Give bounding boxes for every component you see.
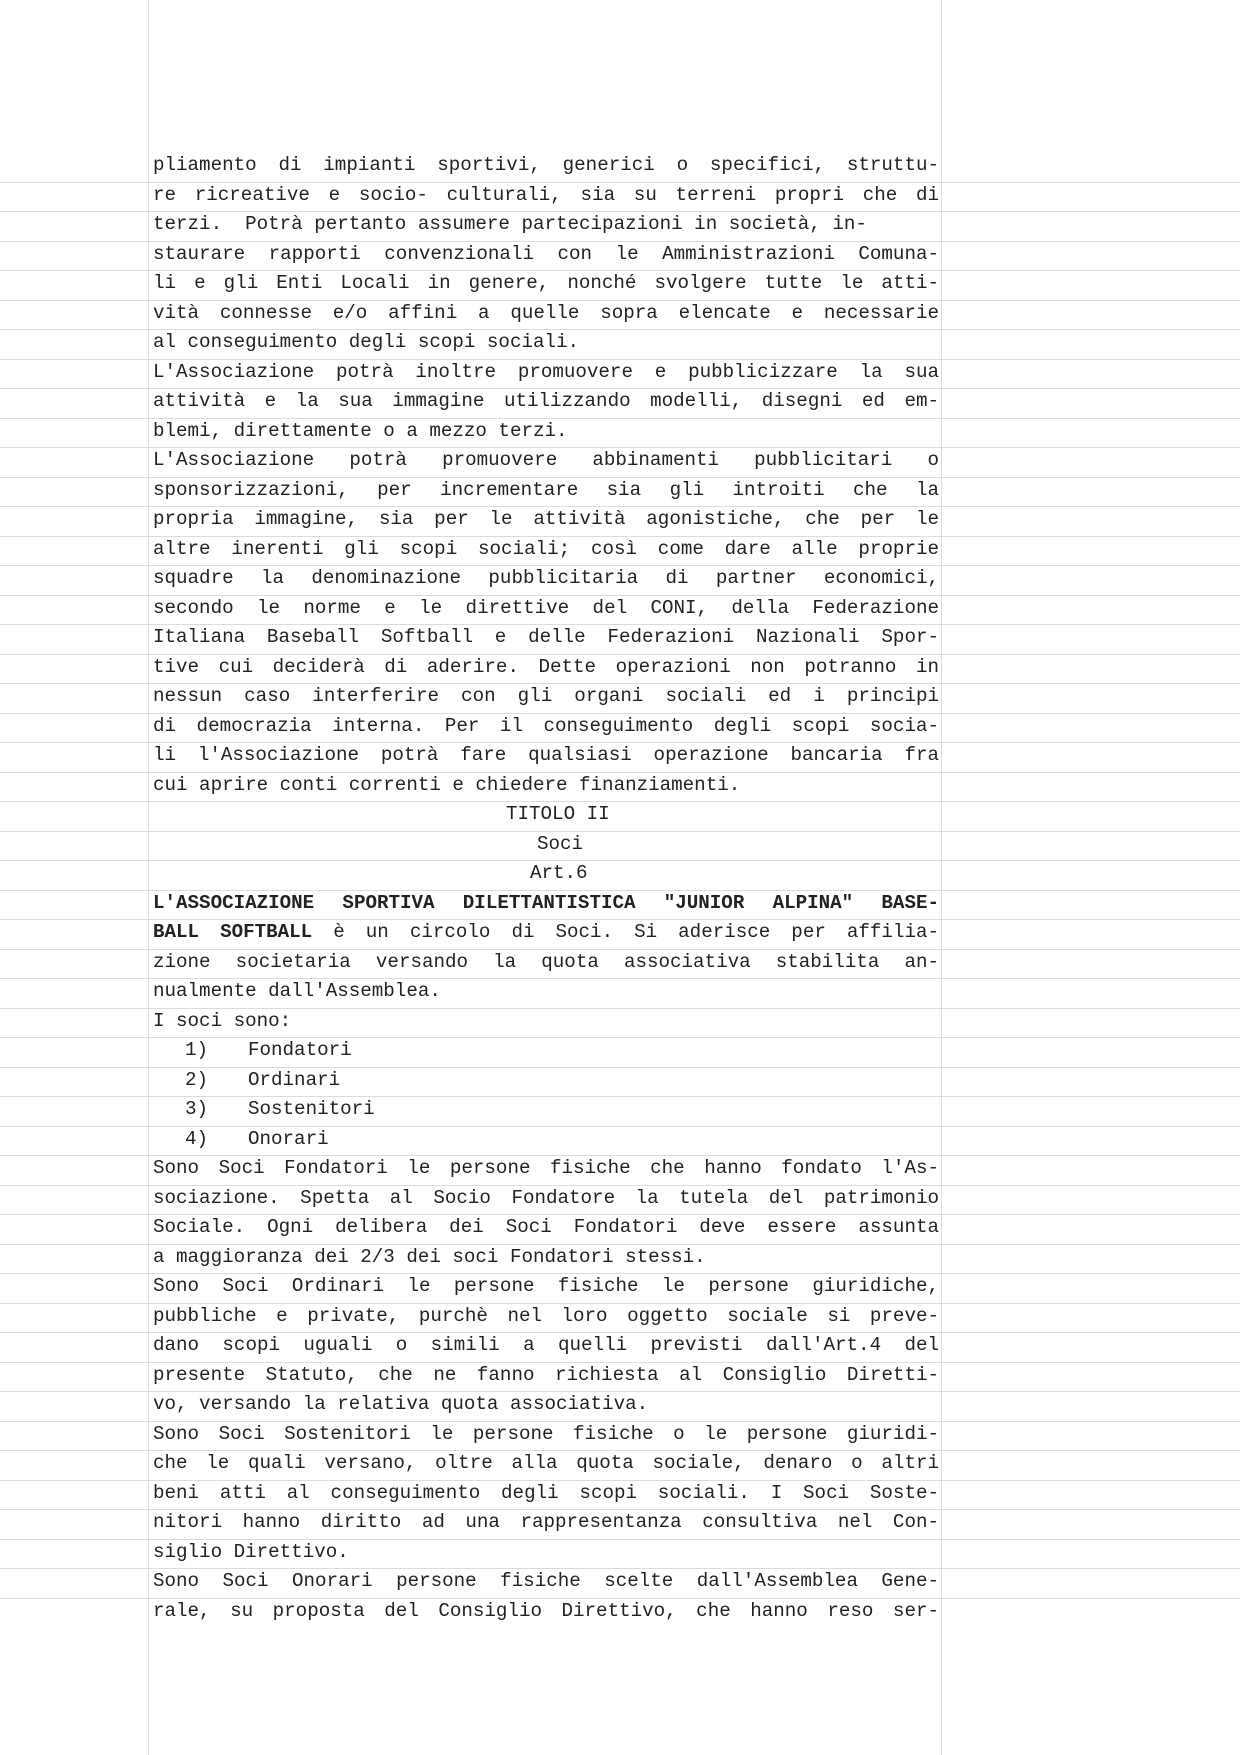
text-span: è un circolo di Soci. Si aderisce per affilia- [312,921,939,943]
list-label: Ordinari [248,1068,341,1091]
list-label: Sostenitori [248,1098,375,1120]
text-line: cui aprire conti correnti e chiedere finanziamenti. [153,773,741,796]
paragraph-fondatori [153,1154,939,1272]
text-line: blemi, direttamente o a mezzo terzi. [153,419,568,442]
text-line: squadre la denominazione pubblicitaria di partner economici, [153,567,939,589]
paragraph-sponsorship [153,446,939,800]
text-line: staurare rapporti convenzionali con le Amministrazioni Comuna- [153,242,939,265]
text-line: re ricreative e socio- culturali, sia su terreni propri che di [153,183,939,206]
text-line: che le quali versano, oltre alla quota sociale, denaro o altri [153,1452,939,1474]
section-title-text: TITOLO II [506,803,610,825]
text-line: L'Associazione potrà promuovere abbinamenti pubblicitari o [153,449,939,471]
text-line: secondo le norme e le direttive del CONI, della Federazione [153,596,939,619]
text-line: Sociale. Ogni delibera dei Soci Fondatori deve essere assunta [153,1216,939,1238]
article-6 [153,889,939,1155]
list-number: 2) [185,1068,209,1091]
paragraph-continuation [153,151,939,358]
list-item [153,1036,939,1066]
text-line [153,918,939,948]
text-line: presente Statuto, che ne fanno richiesta al Consiglio Diretti- [153,1363,939,1386]
text-line: pubbliche e private, purchè nel loro oggetto sociale si preve- [153,1304,939,1327]
document-body [153,151,939,1626]
text-line: a maggioranza dei 2/3 dei soci Fondatori stessi. [153,1245,706,1268]
right-margin-line [941,0,942,1755]
text-line: sponsorizzazioni, per incrementare sia gli introiti che la [153,478,939,501]
text-line: pliamento di impianti sportivi, generici o specifici, struttu- [153,154,939,176]
text-line: al conseguimento degli scopi sociali. [153,331,580,353]
text-line: Sono Soci Ordinari le persone fisiche le persone giuridiche, [153,1275,939,1297]
list-item [153,1125,939,1155]
text-line: vo, versando la relativa quota associativa. [153,1393,649,1415]
text-line: nitori hanno diritto ad una rappresentanza consultiva nel Con- [153,1511,939,1533]
section-subtitle-text: Soci [537,832,584,855]
list-number: 3) [185,1098,209,1120]
text-line: li e gli Enti Locali in genere, nonché svolgere tutte le atti- [153,272,939,294]
text-line: Italiana Baseball Softball e delle Federazioni Nazionali Spor- [153,626,939,648]
list-label: Onorari [248,1127,329,1150]
paragraph-sostenitori [153,1420,939,1568]
list-number: 1) [185,1039,209,1061]
text-line: propria immagine, sia per le attività agonistiche, che per le [153,508,939,530]
left-margin-line [148,0,149,1755]
text-line: attività e la sua immagine utilizzando modelli, disegni ed em- [153,390,939,412]
text-line: sociazione. Spetta al Socio Fondatore la tutela del patrimonio [153,1186,939,1209]
text-line: Sono Soci Onorari persone fisiche scelte dall'Assemblea Gene- [153,1570,939,1592]
text-line: rale, su proposta del Consiglio Direttivo, che hanno reso ser- [153,1599,939,1622]
text-line [153,889,939,919]
text-line: beni atti al conseguimento degli scopi sociali. I Soci Soste- [153,1481,939,1504]
text-line: li l'Associazione potrà fare qualsiasi operazione bancaria fra [153,744,939,766]
section-title [153,800,939,830]
paragraph-promotion [153,358,939,447]
text-line: altre inerenti gli scopi sociali; così come dare alle proprie [153,537,939,560]
article-heading [153,859,939,889]
association-name-cont: BALL SOFTBALL [153,921,313,943]
text-line: nualmente dall'Assemblea. [153,980,441,1002]
section-subtitle [153,830,939,860]
list-label: Fondatori [248,1039,352,1061]
list-number: 4) [185,1127,209,1150]
text-line: di democrazia interna. Per il conseguimento degli scopi socia- [153,714,939,737]
text-line: siglio Direttivo. [153,1540,349,1563]
text-line: tive cui deciderà di aderire. Dette operazioni non potranno in [153,655,939,678]
text-line: Sono Soci Fondatori le persone fisiche che hanno fondato l'As- [153,1157,939,1179]
list-item [153,1066,939,1096]
text-line: zione societaria versando la quota associativa stabilita an- [153,950,939,973]
text-line: Sono Soci Sostenitori le persone fisiche o le persone giuridi- [153,1422,939,1445]
members-intro: I soci sono: [153,1009,292,1032]
paragraph-onorari [153,1567,939,1626]
article-heading-text: Art.6 [530,862,588,884]
association-name: L'ASSOCIAZIONE SPORTIVA DILETTANTISTICA "JUNIOR ALPINA" BASE- [153,891,939,914]
text-line: vità connesse e/o affini a quelle sopra elencate e necessarie [153,301,939,324]
text-line: terzi. Potrà pertanto assumere partecipazioni in società, in- [153,213,867,235]
text-line: L'Associazione potrà inoltre promuovere e pubblicizzare la sua [153,360,939,383]
list-item [153,1095,939,1125]
text-line: nessun caso interferire con gli organi sociali ed i principi [153,685,939,707]
text-line: dano scopi uguali o simili a quelli previsti dall'Art.4 del [153,1334,939,1356]
paragraph-ordinari [153,1272,939,1420]
